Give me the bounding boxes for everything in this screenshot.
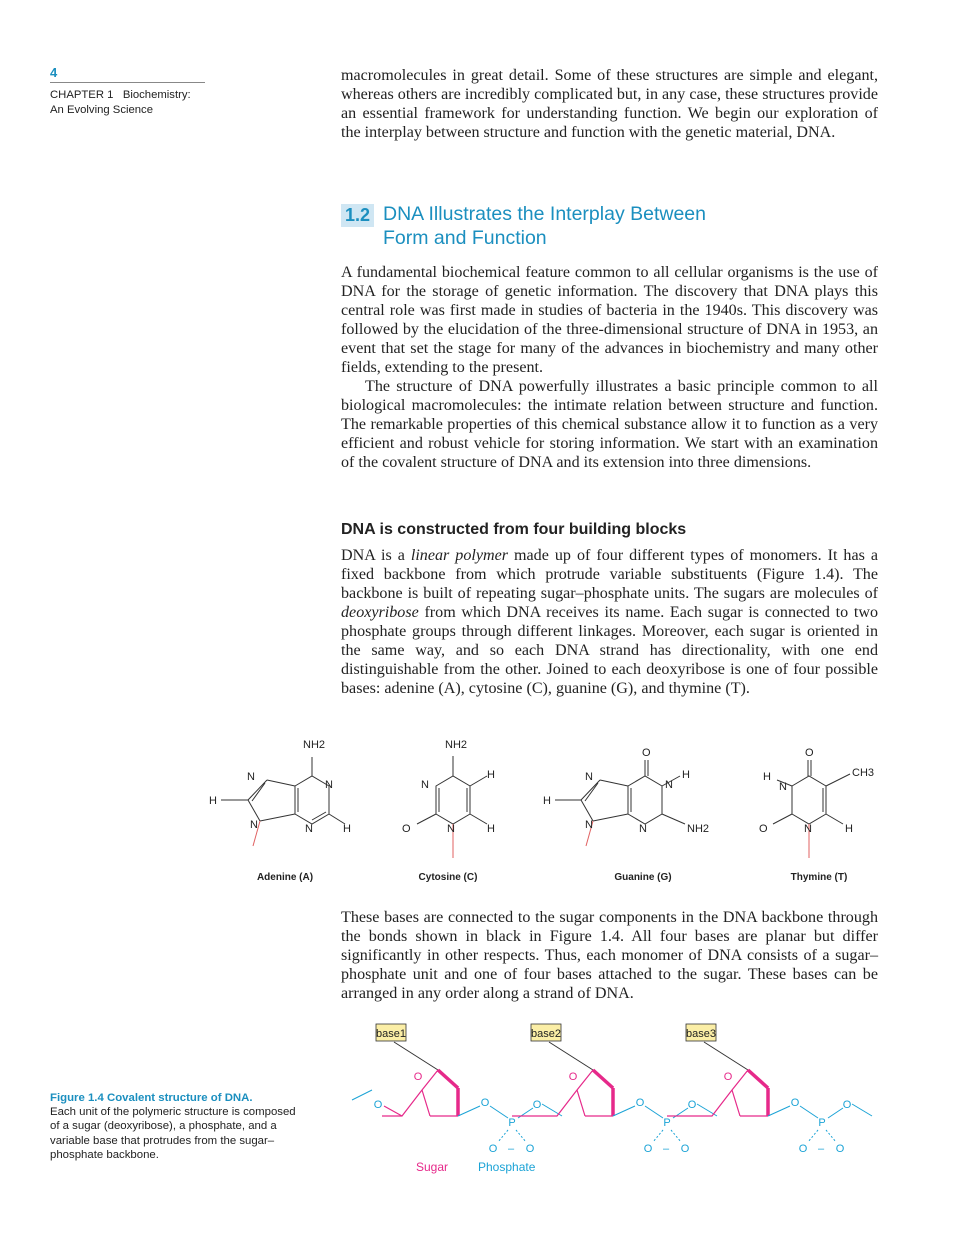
phosphate-label: Phosphate — [478, 1160, 536, 1174]
term-deoxyribose: deoxyribose — [341, 604, 419, 621]
atom-label: N — [804, 823, 812, 835]
text-run: DNA is a — [341, 547, 411, 564]
atom-label: N — [250, 819, 258, 831]
figure-caption-title: Figure 1.4 Covalent structure of DNA. — [50, 1092, 253, 1104]
atom-label: N — [325, 779, 333, 791]
backbone-bond — [852, 1104, 872, 1116]
charge-label: – — [507, 1143, 515, 1155]
glycosidic-bond — [704, 1042, 748, 1070]
sugar-bond — [422, 1090, 430, 1116]
sugar-bold-bond — [748, 1070, 768, 1088]
atom-label: N — [305, 823, 313, 835]
oxygen-label: O — [373, 1099, 383, 1111]
subsection-body — [341, 546, 878, 698]
atom-label: H — [487, 823, 495, 835]
sugar-bold-bond — [593, 1070, 613, 1088]
chapter-title-line2: An Evolving Science — [50, 104, 153, 116]
oxygen-label: O — [643, 1143, 653, 1155]
phosphate-bond — [671, 1130, 681, 1142]
sugar-bond — [732, 1090, 740, 1116]
phosphorus-label: P — [508, 1117, 516, 1129]
chapter-label — [50, 88, 220, 118]
base-label-2: base2 — [531, 1028, 561, 1040]
atom-label: O — [759, 823, 768, 835]
page-number: 4 — [50, 65, 58, 80]
sugar-bold-bond — [438, 1070, 458, 1088]
backbone-bond — [458, 1106, 480, 1116]
bases-text: These bases are connected to the sugar components in the DNA backbone through the bonds shown in black in Figure 1.4. All four bases are planar but differ significantly in other respects. Thus, each monomer of DNA consists of a sugar–phosphate unit and one of four bases attached to the sugar. These bases can be arranged in any order along a strand of DNA. — [341, 909, 878, 1002]
chapter-number: CHAPTER 1 — [50, 89, 114, 101]
backbone-bond — [490, 1106, 508, 1118]
backbone-bond — [800, 1106, 818, 1118]
atom-label: N — [247, 771, 255, 783]
sugar-label: Sugar — [416, 1160, 449, 1174]
base-name-guanine: Guanine (G) — [614, 872, 672, 883]
atom-label: NH2 — [687, 823, 710, 835]
atom-label: N — [585, 819, 593, 831]
subsection-paragraph — [341, 546, 878, 698]
intro-paragraph — [341, 66, 878, 142]
sugar-bond — [384, 1106, 402, 1116]
base-name-adenine: Adenine (A) — [256, 872, 314, 883]
backbone-bond — [352, 1090, 372, 1100]
backbone-bond — [645, 1106, 663, 1118]
backbone-bond — [768, 1106, 790, 1116]
atom-label: O — [805, 747, 814, 759]
oxygen-label: O — [635, 1097, 645, 1109]
phosphate-bond — [653, 1130, 663, 1142]
text-run: from which DNA receives its name. Each sugar is connected to two phosphate groups through different linkages. Moreover, each sugar is oriented in the same way, and so each DNA strand has directionality, with one end distinguishable from the other. Joined to each deoxyribose is one of four possible bases: adenine (A), cytosine (C), guanine (G), and thymine (T). — [341, 604, 878, 697]
chapter-title-line1: Biochemistry: — [122, 89, 191, 101]
atom-label: H — [343, 823, 351, 835]
bases-structures-figure — [195, 728, 875, 888]
atom-label: N — [639, 823, 647, 835]
atom-label: N — [665, 779, 673, 791]
term-linear-polymer: linear polymer — [410, 547, 509, 564]
oxygen-label: O — [835, 1143, 845, 1155]
ring-oxygen-label: O — [413, 1071, 423, 1083]
oxygen-label: O — [525, 1143, 535, 1155]
phosphate-bond — [498, 1130, 508, 1142]
sugar-bond — [577, 1090, 585, 1116]
oxygen-label: O — [798, 1143, 808, 1155]
oxygen-label: O — [532, 1099, 542, 1111]
atom-label: N — [585, 771, 593, 783]
base-name-cytosine: Cytosine (C) — [418, 872, 478, 883]
section-number: 1.2 — [341, 204, 374, 227]
subsection-heading: DNA is constructed from four building blocks — [341, 521, 687, 538]
atom-label: O — [402, 823, 411, 835]
bases-paragraph — [341, 908, 878, 1003]
charge-label: – — [662, 1143, 670, 1155]
backbone-bond — [613, 1106, 635, 1116]
atom-label: H — [543, 795, 551, 807]
ring-oxygen-label: O — [568, 1071, 578, 1083]
atom-label: N — [447, 823, 455, 835]
section-title — [383, 203, 853, 250]
atom-label: N — [421, 779, 429, 791]
phosphate-bond — [826, 1130, 836, 1142]
sidebar-rule — [50, 82, 205, 83]
phosphorus-label: P — [663, 1117, 671, 1129]
figure-caption — [50, 1091, 305, 1162]
oxygen-label: O — [680, 1143, 690, 1155]
atom-label: H — [209, 795, 217, 807]
atom-label: NH2 — [303, 739, 326, 751]
phosphorus-label: P — [818, 1117, 826, 1129]
oxygen-label: O — [790, 1097, 800, 1109]
intro-text: macromolecules in great detail. Some of these structures are simple and elegant, whereas others are incredibly complicated but, in any case, these structures provide an essential framework for understanding function. We begin our exploration of the interplay between structure and function with the genetic material, DNA. — [341, 67, 878, 141]
oxygen-label: O — [842, 1099, 852, 1111]
backbone-bond — [828, 1108, 843, 1118]
guanine-structure — [555, 760, 685, 824]
oxygen-label: O — [687, 1099, 697, 1111]
atom-label: H — [682, 769, 690, 781]
dna-chain-figure — [330, 1018, 890, 1183]
ring-oxygen-label: O — [723, 1071, 733, 1083]
glycosidic-bond — [549, 1042, 593, 1070]
atom-label: N — [779, 781, 787, 793]
atom-label: NH2 — [445, 739, 468, 751]
section-paragraph-1: A fundamental biochemical feature common to all cellular organisms is the use of DNA for the storage of genetic information. The discovery that DNA plays this central role was first made in studies of bacteria in the 1940s. This discovery was followed by the elucidation of the three-dimensional structure of DNA in 1953, an event that set the stage for many of the advances in biochemistry and many other fields, extending to the present. — [341, 264, 878, 376]
oxygen-label: O — [480, 1097, 490, 1109]
oxygen-label: O — [488, 1143, 498, 1155]
atom-label: CH3 — [852, 767, 875, 779]
section-title-line1: DNA Illustrates the Interplay Between — [383, 203, 706, 225]
charge-label: – — [817, 1143, 825, 1155]
base-name-thymine: Thymine (T) — [790, 872, 848, 883]
text-run: made up of four different types of monomers. It has a fixed backbone from which protrude variable substituents (Figure 1.4). The backbone is built of repeating sugar–phosphate units. The sugars are molecules of — [341, 547, 879, 602]
section-paragraph-2: The structure of DNA powerfully illustrates a basic principle common to all biological macromolecules: the intimate relation between structure and function. The remarkable properties of this chemical substance allow it to function as a very efficient and robust vehicle for storing information. We start with an examination of the covalent structure of DNA and its extension into three dimensions. — [341, 378, 878, 471]
glycosidic-bond — [394, 1042, 438, 1070]
phosphate-bond — [808, 1130, 818, 1142]
section-title-line2: Form and Function — [383, 226, 547, 249]
atom-label: O — [642, 747, 651, 759]
atom-label: H — [487, 769, 495, 781]
phosphate-bond — [516, 1130, 526, 1142]
base-label-3: base3 — [686, 1028, 716, 1040]
section-body — [341, 263, 878, 472]
figure-caption-text: Each unit of the polymeric structure is composed of a sugar (deoxyribose), a phosphate, and a variable base that protrudes from the sugar–phosphate backbone. — [50, 1106, 296, 1161]
atom-label: H — [763, 771, 771, 783]
atom-label: H — [845, 823, 853, 835]
base-label-1: base1 — [376, 1028, 406, 1040]
